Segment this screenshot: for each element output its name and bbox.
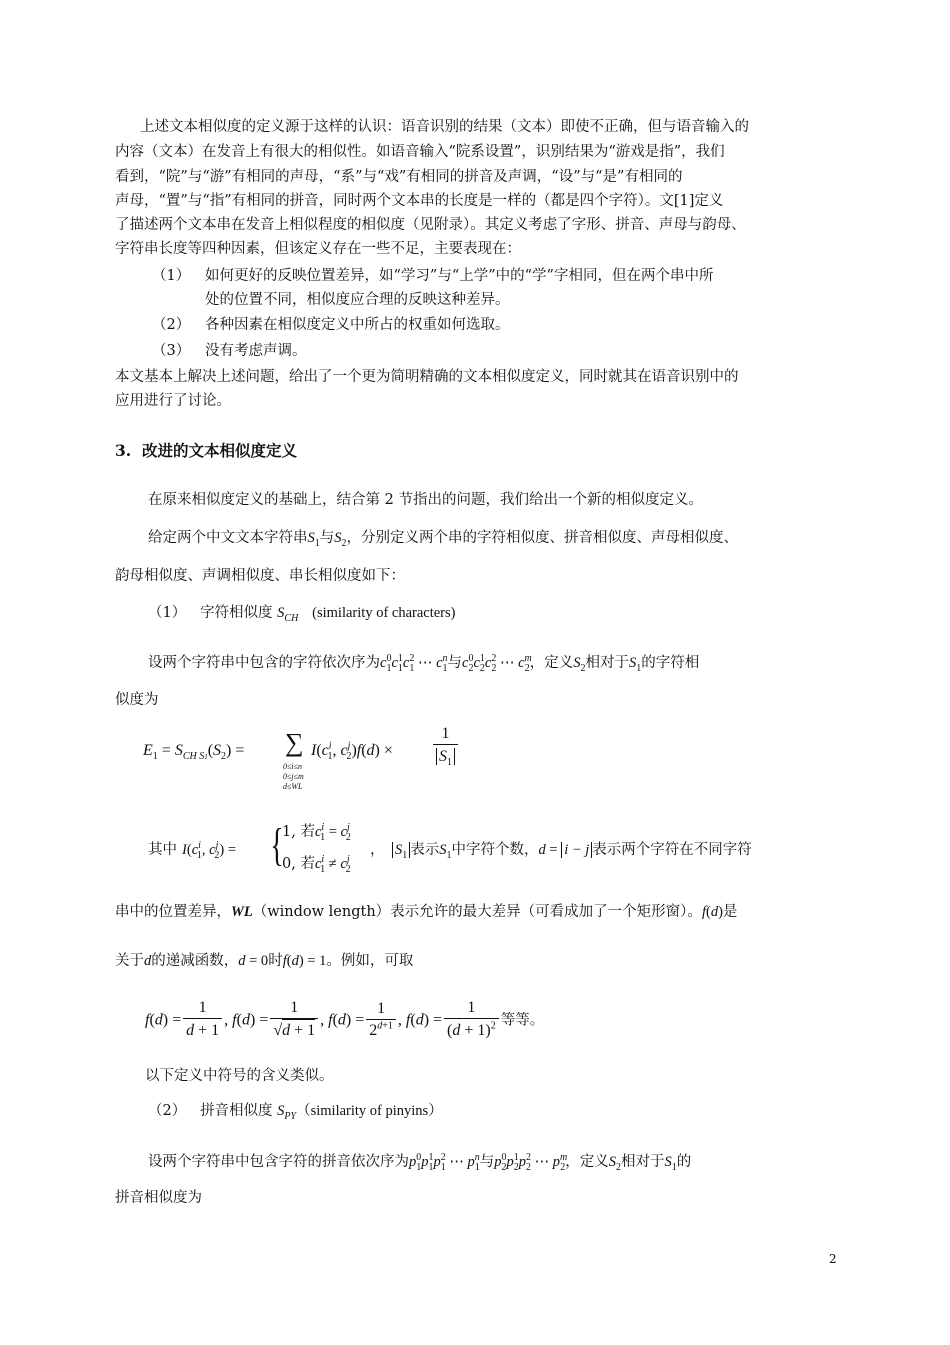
equation-decay-functions: f(d) = $\frac{1}{d + 1}$ , f(d) = $\frac{1}{√d + 1}$ , f(d) = $\frac{1}{2^{d+1}}$ , f(d) = $\frac{1}{(d + 1)^2}$ 等等。 [145,999,545,1039]
para1-line1: 上述文本相似度的定义源于这样的认识：语音识别的结果（文本）即使不正确，但与语音输入的 [140,119,749,135]
indicator-definition: 其中 $I(c^i_1$, $c^j_2$) = { 1, 若$c^i_1 = c^j_2$ 0, 若$c^i_1 \ne c^j_2$ ， $S_1$ 表示$S_1$中字符个数，d = i − j 表示两个字符在不同字符 [148,819,752,875]
issue-2-text: 各种因素在相似度定义中所占的权重如何选取。 [205,317,510,333]
intro-paragraph: 在原来相似度定义的基础上，结合第 2 节指出的问题，我们给出一个新的相似度定义。 [148,492,703,508]
issue-1-text-line1: 如何更好的反映位置差异，如“学习”与“上学”中的“学”字相同，但在两个串中所 [205,268,714,284]
notation-note: 以下定义中符号的含义类似。 [145,1068,334,1084]
issue-1-number: （1） [152,268,191,284]
pinyin-sequence-line1: 设两个字符串中包含字符的拼音依次序为$p^0_1p^1_1p^2_1$ ⋯ $p^n_1$与$p^0_2p^1_2p^2_2$ ⋯ $p^m_2$，定义$S_2$相对于$S_1$的 [148,1152,692,1173]
issue-3-text: 没有考虑声调。 [205,343,307,359]
section-3-heading [115,440,297,462]
para2-line2: 应用进行了讨论。 [115,393,231,409]
para1-line5: 了描述两个文本串在发音上相似程度的相似度（见附录）。其定义考虑了字形、拼音、声母与韵母、 [115,217,746,233]
para1-line6: 字符串长度等四种因素，但该定义存在一些不足，主要表现在： [115,241,521,257]
indicator-definition-line2: 串中的位置差异，WL（window length）表示允许的最大差异（可看成加了一个矩形窗）。f(d)是 [115,904,738,920]
issue-1-text-line2: 处的位置不同，相似度应合理的反映这种差异。 [205,292,510,308]
definition-intro-line2: 韵母相似度、声调相似度、串长相似度如下： [115,568,405,584]
section-number: 3. [115,441,132,460]
para2-line1: 本文基本上解决上述问题，给出了一个更为简明精确的文本相似度定义，同时就其在语音识别中的 [115,369,739,385]
para1-line4: 声母，“置”与“指”有相同的拼音，同时两个文本串的长度是一样的（都是四个字符）。文[1]定义 [115,193,724,209]
para1-line3: 看到，“院”与“游”有相同的声母，“系”与“戏”有相同的拼音及声调，“设”与“是”有相同的 [115,169,683,185]
char-sequence-line2: 似度为 [115,692,159,708]
pinyin-sequence-line2: 拼音相似度为 [115,1190,202,1206]
indicator-definition-line3: 关于d的递减函数，d = 0时f(d) = 1。例如，可取 [115,953,414,969]
item-2-heading: （2） 拼音相似度 $S_{PY}(similarity$ of pinyins） [148,1103,443,1122]
issue-2-number: （2） [152,317,191,333]
issue-3-number: （3） [152,343,191,359]
para1-line2: 内容（文本）在发音上有很大的相似性。如语音输入“院系设置”，识别结果为“游戏是指”，我们 [115,144,725,160]
definition-intro-line1: 给定两个中文文本字符串$S_1$与$S_2$，分别定义两个串的字符相似度、拼音相似度、声母相似度、 [148,530,738,549]
item-1-heading: （1） 字符相似度 $S_{CH}$ (similarity of characters) [148,605,456,624]
page-number: 2 [829,1252,837,1266]
paper-page: 上述文本相似度的定义源于这样的认识：语音识别的结果（文本）即使不正确，但与语音输入的 内容（文本）在发音上有很大的相似性。如语音输入“院系设置”，识别结果为“游戏是指”，我们 看到，“院”与“游”有相同的声母，“系”与“戏”有相同的拼音及声调，“设”与“是”有相同的 声母，“置”与“指”有相同的拼音，同时两个文本串的长度是一样的（都是四个字符）。文[1]定义 了描述两个文本串在发音上相似程度的相似度（见附录）。其定义考虑了字形、拼音、声母与韵母、 字符串长度等四种因素，但该定义存在一些不足，主要表现在： （1） 如何更好的反映位置差异，如“学习”与“上学”中的“学”字相同，但在两个串中所 处的位置不同，相似度应合理的反映这种差异。 （2） 各种因素在相似度定义中所占的权重如何选取。 （3） 没有考虑声调。 本文基本上解决上述问题，给出了一个更为简明精确的文本相似度定义，同时就其在语音识别中的 应用进行了讨论。 3. 改进的文本相似度定义 在原来相似度定义的基础上，结合第 2 节指出的问题，我们给出一个新的相似度定义。 给定两个中文文本字符串$S_1$与$S_2$，分别定义两个串的字符相似度、拼音相似度、声母相似度、 韵母相似度、声调相似度、串长相似度如下： （1） 字符相似度 $S_{CH}$ (similarity of characters) 设两个字符串中包含的字符依次序为$c^0_1c^1_1c^2_1$ ⋯ $c^n_1$与$c^0_2c^1_2c^2_2$ ⋯ $c^m_2$，定义$S_2$相对于$S_1$的字符相 似度为 $E_1 = S_{CH S1}(S_2)$ = ∑ 0≤i≤n 0≤j≤m d≤WL $I(c^i_1$, $c^j_2)f(d)$ × $\frac{1}{S_1}$ 其中 $I(c^i_1$, $c^j_2$) = { 1, 若$c^i_1 = c^j_2$ 0, 若$c^i_1 \ne c^j_2$ ， $S_1$ 表示$S_1$中字符个数，d = i − j 表示两个字符在不同字符 串中的位置差异，WL（window length）表示允许的最大差异（可看成加了一个矩形窗）。f(d)是 关于d的递减函数，d = 0时f(d) = 1。例如，可取 f(d) = $\frac{1}{d + 1}$ , f(d) = $\frac{1}{√d + 1}$ , f(d) = $\frac{1}{2^{d+1}}$ , f(d) = $\frac{1}{(d + 1)^2}$ 等等。 以下定义中符号的含义类似。 （2） 拼音相似度 $S_{PY}(similarity$ of pinyins） 设两个字符串中包含字符的拼音依次序为$p^0_1p^1_1p^2_1$ ⋯ $p^n_1$与$p^0_2p^1_2p^2_2$ ⋯ $p^m_2$，定义$S_2$相对于$S_1$的 拼音相似度为 2 [0,0,950,1345]
char-sequence-line1: 设两个字符串中包含的字符依次序为$c^0_1c^1_1c^2_1$ ⋯ $c^n_1$与$c^0_2c^1_2c^2_2$ ⋯ $c^m_2$，定义$S_2$相对于$S_1$的字符相 [148,653,700,674]
section-title: 改进的文本相似度定义 [141,441,297,460]
